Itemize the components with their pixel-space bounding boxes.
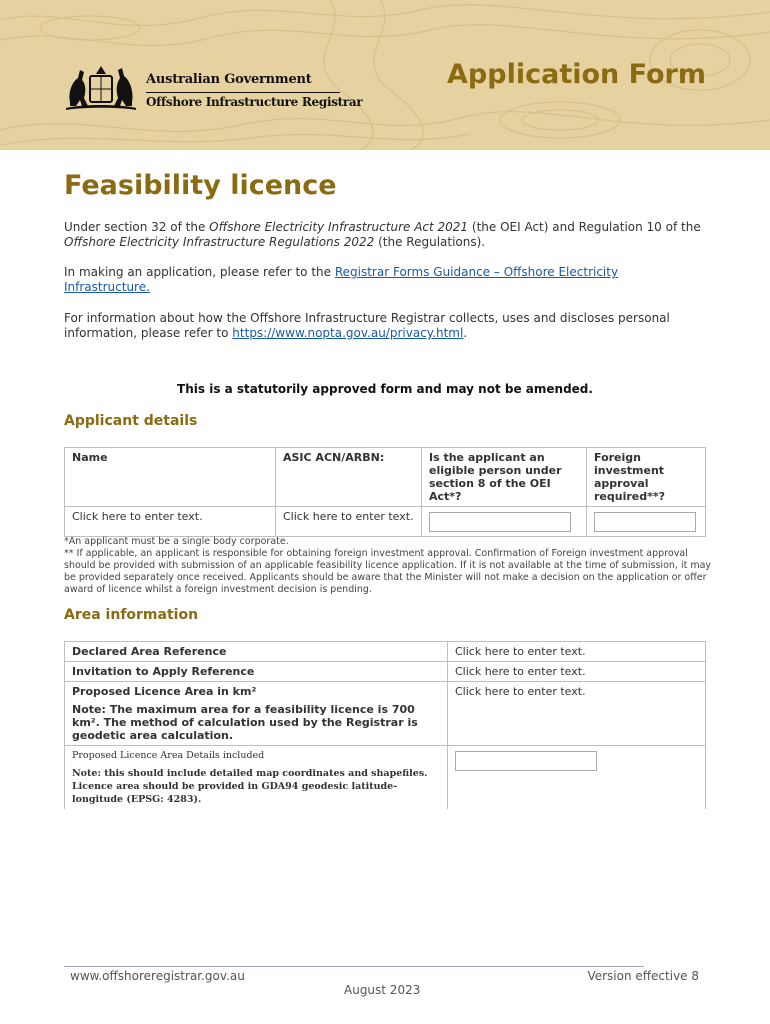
form-type-label: Application Form: [447, 59, 706, 90]
applicant-footnotes: [64, 536, 714, 596]
statutory-notice: This is a statutorily approved form and may not be amended.: [177, 382, 593, 396]
text: (the OEI Act) and Regulation 10 of the: [468, 220, 701, 234]
text: .: [463, 326, 468, 340]
government-name: Australian Government: [146, 72, 312, 87]
table-row: [65, 642, 706, 662]
eligible-cell: [422, 507, 587, 537]
footer-divider: [64, 966, 644, 967]
area-details-label: Proposed Licence Area Details included: [72, 750, 265, 761]
header-name: Name: [65, 448, 276, 507]
text: (the Regulations).: [374, 235, 486, 249]
table-row: [65, 662, 706, 682]
intro-paragraph-privacy: [64, 311, 704, 341]
privacy-link[interactable]: https://www.nopta.gov.au/privacy.html: [232, 326, 464, 340]
applicant-table: [64, 447, 706, 537]
declared-area-label: Declared Area Reference: [65, 642, 448, 662]
foreign-investment-input[interactable]: [594, 512, 696, 532]
area-details-cell: [448, 746, 706, 810]
intro-paragraph-legislation: [64, 220, 704, 250]
invitation-reference-field[interactable]: Click here to enter text.: [448, 662, 706, 682]
licence-area-label-cell: [65, 682, 448, 746]
licence-area-label: Proposed Licence Area in km²: [72, 685, 257, 698]
acn-field[interactable]: Click here to enter text.: [276, 507, 422, 537]
footer-date: August 2023: [344, 983, 421, 997]
licence-area-note: Note: The maximum area for a feasibility licence is 700 km². The method of calculation used by the Registrar is geodetic area calculation.: [72, 703, 418, 742]
text: In making an application, please refer to the: [64, 265, 335, 279]
section-heading-applicant: Applicant details: [64, 413, 198, 429]
page-header: [0, 0, 770, 150]
page-title: Feasibility licence: [64, 170, 337, 201]
eligible-input[interactable]: [429, 512, 571, 532]
text: Under section 32 of the: [64, 220, 210, 234]
section-heading-area: Area information: [64, 607, 199, 623]
area-details-input[interactable]: [455, 751, 597, 771]
footnote-single-body: *An applicant must be a single body corporate.: [64, 536, 289, 547]
area-details-note: Note: this should include detailed map coordinates and shapefiles. Licence area should be provided in GDA94 geodesic latitude-longitude (EPSG: 4283).: [72, 768, 428, 805]
regulations-name: Offshore Electricity Infrastructure Regulations 2022: [64, 235, 375, 249]
table-row: [65, 507, 706, 537]
invitation-reference-label: Invitation to Apply Reference: [65, 662, 448, 682]
guidance-link[interactable]: Registrar Forms Guidance – Offshore Electricity Infrastructure.: [64, 265, 619, 294]
footnote-foreign-investment: ** If applicable, an applicant is responsible for obtaining foreign investment approval. Confirmation of Foreign investment approval should be provided with submission of an applicable feasibility licence application. If it is not available at the time of submission, it may be provided separately once received. Applicants should be aware that the Minister will not make a decision on the application or offer award of licence whilst a foreign investment decision is pending.: [64, 548, 712, 595]
coat-of-arms-icon: [62, 62, 140, 114]
table-row: [65, 746, 706, 810]
header-eligible: Is the applicant an eligible person under section 8 of the OEI Act*?: [422, 448, 587, 507]
declared-area-field[interactable]: Click here to enter text.: [448, 642, 706, 662]
foreign-cell: [587, 507, 706, 537]
area-details-label-cell: [65, 746, 448, 810]
header-acn: ASIC ACN/ARBN:: [276, 448, 422, 507]
licence-area-field[interactable]: Click here to enter text.: [448, 682, 706, 746]
text: For information about how the Offshore Infrastructure Registrar collects, uses and discloses personal information, please refer to: [64, 311, 670, 340]
act-name: Offshore Electricity Infrastructure Act 2021: [209, 220, 469, 234]
divider: [146, 92, 340, 93]
area-table: [64, 641, 706, 809]
footer-website: www.offshoreregistrar.gov.au: [70, 969, 245, 983]
table-row: [65, 682, 706, 746]
footer-version: Version effective 8: [587, 969, 699, 983]
header-foreign-investment: Foreign investment approval required**?: [587, 448, 706, 507]
intro-paragraph-guidance: [64, 265, 704, 295]
agency-name: Offshore Infrastructure Registrar: [146, 95, 363, 109]
applicant-name-field[interactable]: Click here to enter text.: [65, 507, 276, 537]
table-header-row: [65, 448, 706, 507]
